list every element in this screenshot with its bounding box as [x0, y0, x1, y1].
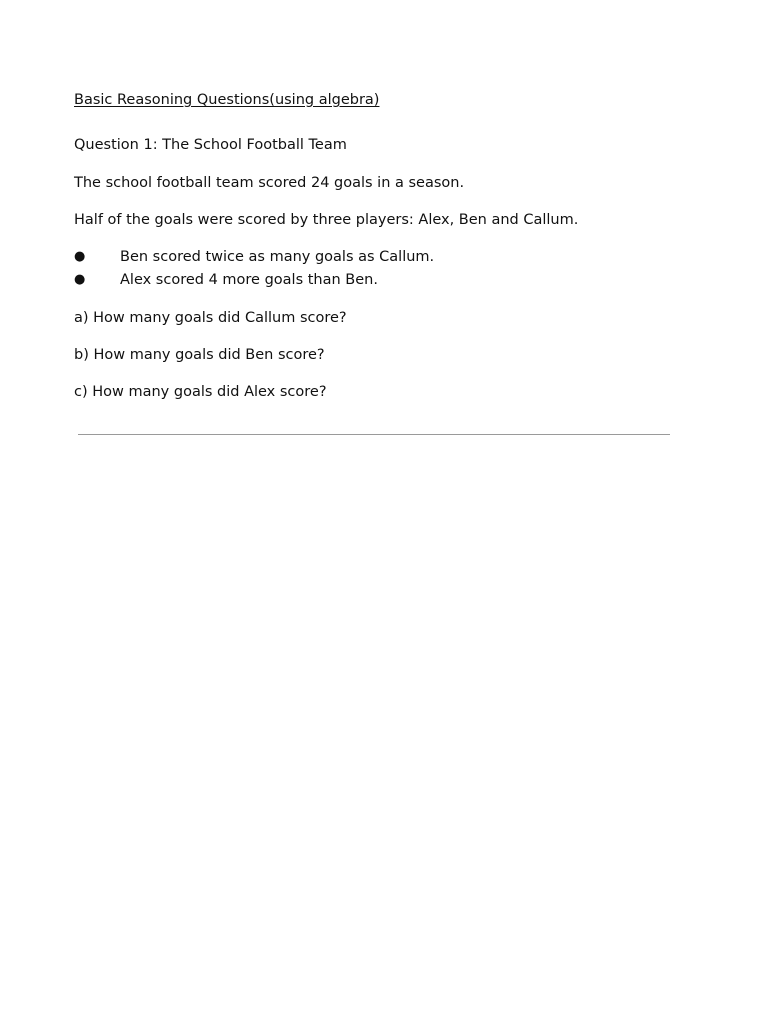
question-intro-paragraph: The school football team scored 24 goals in a season. — [74, 175, 465, 191]
question-condition-paragraph: Half of the goals were scored by three players: Alex, Ben and Callum. — [74, 212, 579, 228]
condition-text: Ben scored twice as many goals as Callum. — [120, 249, 435, 265]
bullet-icon: ● — [74, 272, 86, 287]
horizontal-divider — [78, 434, 670, 435]
question-part-c: c) How many goals did Alex score? — [74, 384, 327, 400]
bullet-icon: ● — [74, 249, 86, 264]
document-title: Basic Reasoning Questions(using algebra) — [74, 92, 380, 108]
question-part-a: a) How many goals did Callum score? — [74, 310, 347, 326]
question-heading: Question 1: The School Football Team — [74, 137, 347, 153]
condition-text: Alex scored 4 more goals than Ben. — [120, 272, 378, 288]
question-part-b: b) How many goals did Ben score? — [74, 347, 325, 363]
